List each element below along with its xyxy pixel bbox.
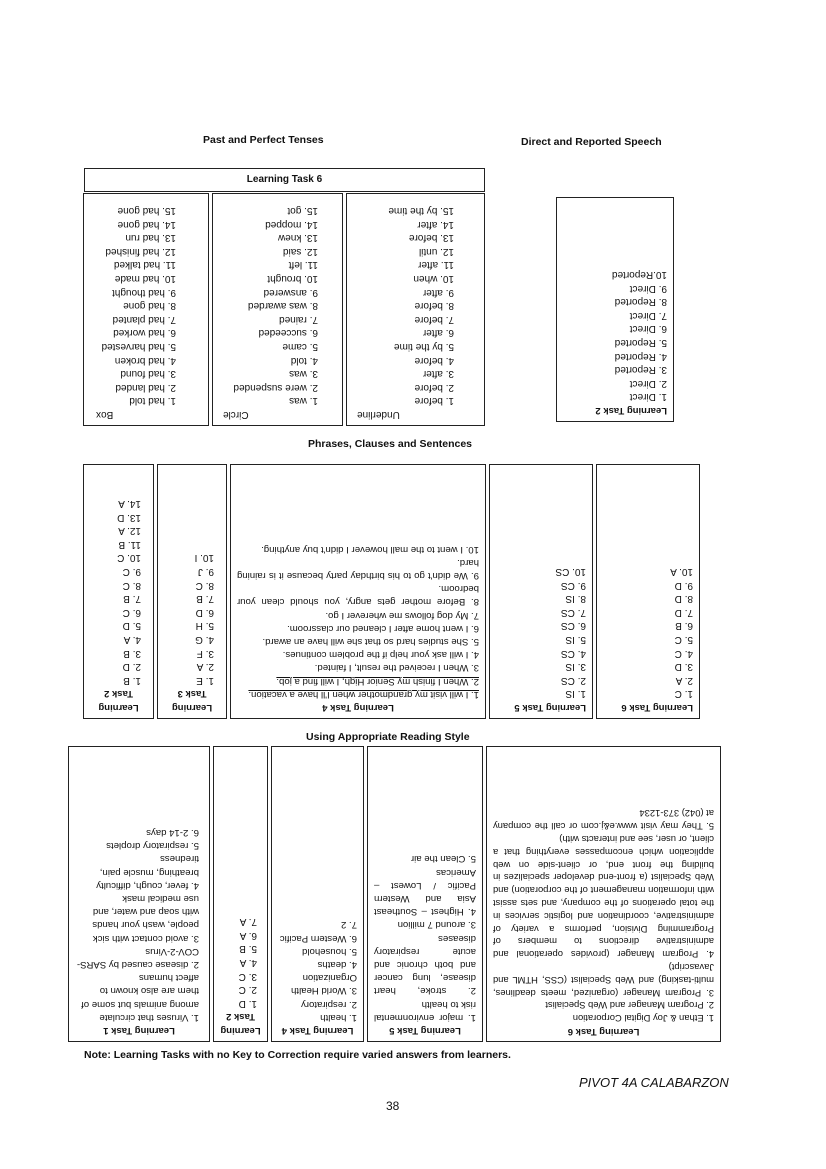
list-item: 8. C — [195, 579, 214, 591]
reading-lt5-list — [374, 852, 476, 1024]
list-item: 6. C — [122, 606, 141, 618]
pcs-lt6-box — [596, 464, 700, 719]
list-item: 4. G — [195, 634, 214, 646]
list-item: 14. mopped — [265, 218, 318, 230]
list-item: 5. household — [302, 945, 357, 957]
list-item: 5. had harvested — [101, 341, 176, 353]
list-item: 3. B — [123, 647, 141, 659]
list-item: 2. had landed — [115, 381, 176, 393]
list-item: 10. CS — [555, 566, 586, 578]
list-item: 8. Reported — [614, 296, 667, 308]
list-item: 7. before — [414, 313, 454, 325]
list-item: 7. My dog follows me wherever I go. — [325, 609, 479, 621]
box-header: Box — [96, 409, 114, 420]
list-item: 4. A — [239, 957, 257, 969]
underline-list — [353, 204, 478, 408]
speech-box — [556, 197, 674, 422]
pcs-lt6-title: Learning Task 6 — [621, 702, 693, 713]
list-item: 8. had gone — [123, 300, 176, 312]
list-item: 9. Direct — [629, 282, 667, 294]
list-item: 2. were suspended — [233, 381, 318, 393]
list-item: 11. left — [288, 259, 318, 271]
list-item: 10.Reported — [611, 269, 667, 281]
reading-lt4-list — [278, 918, 357, 1024]
reading-lt1-box — [68, 746, 210, 1042]
list-item: 1. health — [320, 1011, 357, 1023]
list-item: 3. Reported — [614, 364, 667, 376]
list-item: 9. C — [122, 566, 141, 578]
heading-phrases: Phrases, Clauses and Sentences — [308, 438, 472, 450]
list-item: 12. had finished — [105, 245, 176, 257]
heading-past-perfect: Past and Perfect Tenses — [203, 134, 324, 146]
pcs-lt3-list — [164, 551, 220, 687]
list-item: 10. A — [670, 566, 693, 578]
list-item: 10. C — [117, 552, 141, 564]
list-item: 14. had gone — [117, 218, 176, 230]
list-item: 7. Direct — [629, 309, 667, 321]
list-item: 6. I went home after I cleaned our classroom. — [287, 622, 479, 634]
reading-lt6-title: Learning Task 6 — [567, 1026, 640, 1037]
list-item: 2. before — [414, 381, 454, 393]
list-item: 6. CS — [560, 620, 586, 632]
list-item: 5. Clean the air — [410, 853, 476, 865]
list-item: 1. I will visit my grandmother when I'll have a vacation. — [248, 688, 479, 700]
pcs-lt5-list — [496, 564, 586, 700]
list-item: 1. E — [196, 674, 214, 686]
list-item: 4. deaths — [317, 958, 357, 970]
list-item: 4. told — [290, 354, 318, 366]
list-item: 13. had run — [125, 232, 176, 244]
list-item: 5. H — [195, 620, 214, 632]
list-item: 8. IS — [565, 593, 586, 605]
list-item: 9. D — [674, 579, 693, 591]
list-item: 5. came — [282, 341, 318, 353]
list-item: 2. stroke, heart disease, lung cancer and both chronic and acute respiratory diseases — [374, 932, 476, 997]
reading-lt4-title: Learning Task 4 — [281, 1025, 354, 1036]
list-item: 6. after — [422, 327, 454, 339]
circle-list — [219, 204, 336, 408]
list-item: 5. They may visit www.e&j.com or call the company at (042) 373-1234 — [493, 808, 714, 833]
list-item: 6. A — [239, 929, 257, 941]
list-item: 4. I will ask your help if the problem continues. — [282, 649, 479, 661]
tenses-circle-box — [212, 193, 343, 426]
list-item: 2. Program Manager and Web Specialist — [545, 1000, 714, 1012]
list-item: 10. when — [413, 273, 454, 285]
list-item: 6. had worked — [113, 327, 176, 339]
list-item: 15. got — [287, 205, 318, 217]
list-item: 6. 2-14 days — [146, 826, 199, 838]
list-item: 4. before — [414, 354, 454, 366]
list-item: 2. Direct — [629, 377, 667, 389]
tenses-box-box — [83, 193, 209, 426]
list-item: 5. B — [239, 943, 257, 955]
list-item: 15. by the time — [388, 205, 454, 217]
list-item: 7. rained — [279, 313, 318, 325]
pcs-lt2-box — [83, 464, 154, 719]
list-item: 3. Program Manager (organized, meets deadlines, multi-tasking) and Web Specialist (CSS, HTML and Javascript) — [493, 962, 714, 999]
list-item: 2. C — [238, 984, 257, 996]
list-item: 9. J — [197, 566, 214, 578]
list-item: 11. B — [118, 538, 141, 550]
list-item: 12. A — [118, 525, 141, 537]
list-item: 10. I — [194, 552, 214, 564]
box-list — [90, 204, 202, 408]
list-item: 10. brought — [267, 273, 318, 285]
list-item: 13. D — [117, 511, 141, 523]
list-item: 2. disease caused by SARS-COV-2-Virus — [76, 945, 199, 970]
list-item: 7. had planted — [112, 313, 176, 325]
list-item: 5. She studies hard so that she will have an award. — [262, 635, 479, 647]
list-item: 8. C — [122, 579, 141, 591]
list-item: 6. succeeded — [258, 327, 318, 339]
list-item: 8. D — [674, 593, 693, 605]
list-item: 10. I went to the mall however I didn't buy anything. — [261, 543, 479, 555]
pcs-lt4-list — [237, 542, 479, 700]
list-item: 1. Viruses that circulate among animals but some of them are also known to affect humans — [81, 972, 199, 1023]
list-item: 9. had thought — [112, 286, 176, 298]
circle-header: Circle — [223, 409, 249, 420]
list-item: 15. had gone — [117, 205, 176, 217]
list-item: 3. D — [674, 661, 693, 673]
list-item: 2. When I finish my Senior High, I will find a job. — [276, 675, 479, 687]
list-item: 2. CS — [560, 674, 586, 686]
pcs-lt3-box — [157, 464, 227, 719]
tenses-underline-box — [346, 193, 485, 426]
list-item: 13. knew — [277, 232, 318, 244]
list-item: 14. A — [118, 498, 141, 510]
list-item: 5. Reported — [614, 337, 667, 349]
speech-title: Learning Task 2 — [595, 405, 667, 416]
list-item: 1. had told — [129, 395, 176, 407]
list-item: 6. D — [195, 606, 214, 618]
page-number: 38 — [386, 1099, 400, 1113]
reading-lt2-box — [213, 746, 268, 1042]
list-item: 4. Highest – Southeast Asia and Western Pacific / Lowest – Americas — [374, 866, 476, 918]
list-item: 4. C — [674, 647, 693, 659]
list-item: 1. major environmental risk to health — [374, 998, 476, 1023]
list-item: 5. by the time — [393, 341, 454, 353]
list-item: 4. Reported — [614, 350, 667, 362]
pcs-lt2-list — [90, 497, 147, 687]
list-item: 13. before — [408, 232, 454, 244]
list-item: 7. A — [239, 916, 257, 928]
list-item: 4. had broken — [114, 354, 176, 366]
heading-reading-style: Using Appropriate Reading Style — [306, 731, 470, 743]
list-item: 2. D — [122, 661, 141, 673]
list-item: 3. When I received the result, I fainted. — [314, 662, 479, 674]
reading-lt2-list — [220, 915, 261, 1010]
pcs-lt6-list — [603, 564, 693, 700]
pcs-lt4-title: Learning Task 4 — [322, 702, 394, 713]
heading-direct-reported: Direct and Reported Speech — [521, 136, 662, 148]
reading-lt2-title: Learning Task 2 — [220, 1011, 261, 1036]
list-item: 2. A — [196, 661, 214, 673]
list-item: 9. after — [422, 286, 454, 298]
list-item: 3. had found — [120, 368, 176, 380]
list-item: 1. Ethan & Joy Digital Corporation — [572, 1013, 714, 1025]
list-item: 3. IS — [565, 661, 586, 673]
reading-lt6-list — [493, 807, 714, 1025]
list-item: 10. had made — [114, 273, 176, 285]
list-item: 7. 2 — [340, 919, 357, 931]
brand: PIVOT 4A CALABARZON — [579, 1075, 729, 1090]
list-item: 7. D — [674, 606, 693, 618]
reading-lt1-list — [75, 826, 203, 1024]
list-item: 1. C — [674, 688, 693, 700]
list-item: 5. IS — [565, 634, 586, 646]
list-item: 8. was awarded — [247, 300, 318, 312]
list-item: 9. CS — [560, 579, 586, 591]
list-item: 5. D — [122, 620, 141, 632]
list-item: 1. B — [123, 674, 141, 686]
reading-lt6-box — [486, 746, 721, 1042]
list-item: 5. respiratory droplets — [106, 840, 199, 852]
list-item: 7. B — [196, 593, 214, 605]
list-item: 1. was — [289, 395, 318, 407]
list-item: 3. C — [238, 970, 257, 982]
lt6-banner: Learning Task 6 — [84, 168, 485, 192]
list-item: 9. answered — [263, 286, 318, 298]
list-item: 3. avoid contact with sick people, wash your hands with soap and water, and use medical mask — [92, 892, 199, 944]
list-item: 11. after — [418, 259, 454, 271]
list-item: 6. B — [675, 620, 693, 632]
list-item: 1. IS — [565, 688, 586, 700]
list-item: 4. A — [123, 634, 141, 646]
list-item: 1. D — [238, 997, 257, 1009]
list-item: 1. before — [414, 395, 454, 407]
list-item: 8. Before mother gets angry, you should clean your bedroom. — [237, 583, 479, 608]
reading-lt1-title: Learning Task 1 — [103, 1025, 175, 1036]
underline-header: Underline — [357, 409, 400, 420]
pcs-lt2-title: Learning Task 2 — [98, 688, 139, 713]
list-item: 14. after — [417, 218, 454, 230]
pcs-lt4-box — [230, 464, 486, 719]
list-item: 3. around 7 million — [397, 919, 476, 931]
list-item: 6. Western Pacific — [279, 932, 357, 944]
list-item: 7. B — [123, 593, 141, 605]
list-item: 1. Direct — [629, 391, 667, 403]
pcs-lt5-title: Learning Task 5 — [514, 702, 586, 713]
list-item: 2. A — [675, 674, 693, 686]
list-item: 12. until — [418, 245, 454, 257]
list-item: 5. C — [674, 634, 693, 646]
list-item: 6. Direct — [629, 323, 667, 335]
note: Note: Learning Tasks with no Key to Correction require varied answers from learners. — [84, 1049, 511, 1061]
pcs-lt3-title: Learning Task 3 — [171, 688, 213, 713]
list-item: 12. said — [282, 245, 318, 257]
speech-list — [563, 267, 667, 403]
list-item: 11. had talked — [113, 259, 176, 271]
reading-lt4-box — [271, 746, 364, 1042]
pcs-lt5-box — [489, 464, 593, 719]
list-item: 4. Program Manager (provides operational and administrative directions to members of Programming Division, performs a variety of administrative, coordination and logistic services in the total operations of the company, and sets assist with information management of the corporation) and Web Specialist (a front-end developer specializes in building the front end, or client-side on web application which encompasses everything that a client, or user, see and interacts with) — [493, 834, 714, 961]
reading-lt5-title: Learning Task 5 — [389, 1025, 461, 1036]
list-item: 4. fever, cough, difficulty breathing, muscle pain, tiredness — [96, 853, 199, 891]
list-item: 3. was — [289, 368, 318, 380]
list-item: 3. F — [196, 647, 214, 659]
list-item: 3. after — [422, 368, 454, 380]
list-item: 4. CS — [560, 647, 586, 659]
list-item: 2. respiratory — [301, 998, 357, 1010]
list-item: 3. World Health Organization — [291, 972, 357, 997]
reading-lt5-box — [367, 746, 483, 1042]
list-item: 9. We didn't go to his birthday party because it is raining hard. — [237, 556, 479, 581]
list-item: 7. CS — [560, 606, 586, 618]
list-item: 8. before — [414, 300, 454, 312]
